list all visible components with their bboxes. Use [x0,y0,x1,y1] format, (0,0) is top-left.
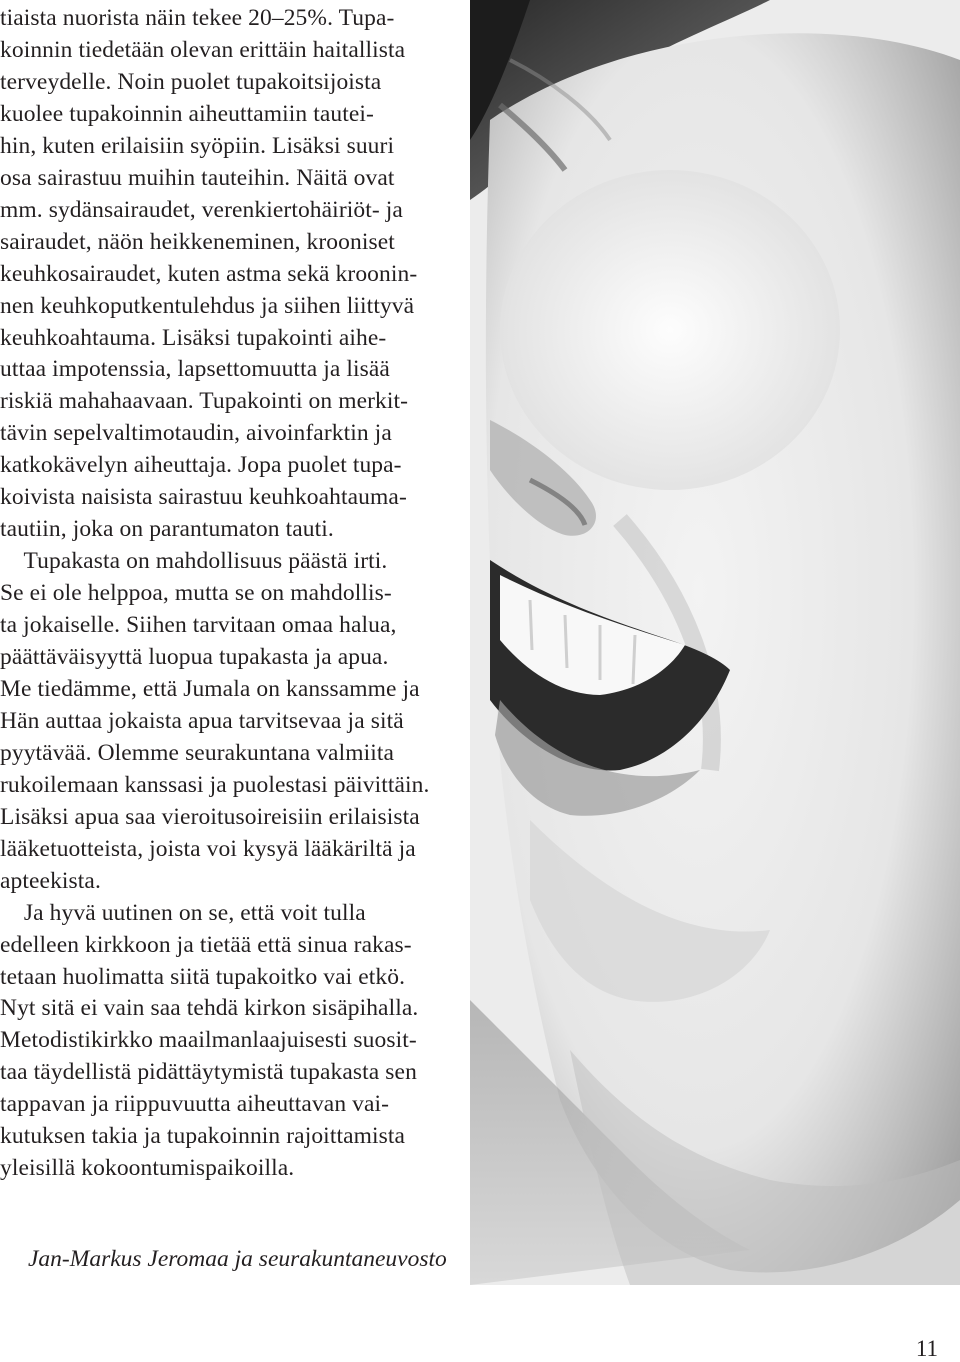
text-line: yleisillä kokoontumispaikoilla. [0,1155,295,1182]
text-line: kuolee tupakoinnin aiheuttamiin tautei- [0,100,374,127]
text-line: lääketuotteista, joista voi kysyä lääkäriltä ja [0,835,416,862]
text-line: mm. sydänsairaudet, verenkiertohäiriöt- ja [0,196,403,223]
text-line: tiaista nuorista näin tekee 20–25%. Tupa- [0,5,395,31]
text-line: tappavan ja riippuvuutta aiheuttavan vai- [0,1091,390,1118]
text-line: uttaa impotenssia, lapsettomuutta ja lisää [0,356,390,383]
text-line: edelleen kirkkoon ja tietää että sinua rakas- [0,931,412,958]
text-line: Metodistikirkko maailmanlaajuisesti suosit- [0,1027,417,1054]
text-line: Se ei ole helppoa, mutta se on mahdollis- [0,580,392,607]
text-line: osa sairastuu muihin tauteihin. Näitä ovat [0,164,395,191]
text-line: katkokävelyn aiheuttaja. Jopa puolet tupa- [0,452,402,479]
text-line: tävin sepelvaltimotaudin, aivoinfarktin ja [0,420,392,447]
smiling-face-photo [470,0,960,1285]
text-line: koinnin tiedetään olevan erittäin haitallista [0,36,406,63]
text-line: sairaudet, näön heikkeneminen, krooniset [0,228,395,255]
text-line: apteekista. [0,867,101,894]
signature: Jan-Markus Jeromaa ja seurakuntaneuvosto [28,1246,447,1272]
text-line: tetaan huolimatta siitä tupakoitko vai etkö. [0,963,406,990]
text-line: rukoilemaan kanssasi ja puolestasi päivittäin. [0,771,430,798]
text-line: Hän auttaa jokaista apua tarvitsevaa ja sitä [0,707,404,734]
text-line: terveydelle. Noin puolet tupakoitsijoista [0,68,382,95]
text-line: Lisäksi apua saa vieroitusoireisiin erilaisista [0,803,420,830]
text-line: kutuksen takia ja tupakoinnin rajoittamista [0,1123,406,1150]
text-line: taa täydellistä pidättäytymistä tupakasta sen [0,1059,417,1086]
text-line: Ja hyvä uutinen on se, että voit tulla [0,899,366,926]
text-line: hin, kuten erilaisiin syöpiin. Lisäksi suuri [0,132,395,159]
text-line: Me tiedämme, että Jumala on kanssamme ja [0,675,420,702]
text-line: koivista naisista sairastuu keuhkoahtauma- [0,484,407,511]
text-line: pyytävää. Olemme seurakuntana valmiita [0,739,395,766]
text-line: Nyt sitä ei vain saa tehdä kirkon sisäpihalla. [0,995,419,1022]
text-line: päättäväisyyttä luopua tupakasta ja apua. [0,644,389,670]
text-line: tautiin, joka on parantumaton tauti. [0,516,334,543]
text-line: nen keuhkoputkentulehdus ja siihen liittyvä [0,292,415,319]
text-line: riskiä mahahaavaan. Tupakointi on merkit- [0,388,409,415]
text-line: keuhkosairaudet, kuten astma sekä kroonin- [0,260,418,287]
page-number: 11 [915,1336,938,1361]
text-line: keuhkoahtauma. Lisäksi tupakointi aihe- [0,324,387,351]
text-line: Tupakasta on mahdollisuus päästä irti. [0,548,388,575]
text-line: ta jokaiselle. Siihen tarvitaan omaa halua, [0,612,397,639]
